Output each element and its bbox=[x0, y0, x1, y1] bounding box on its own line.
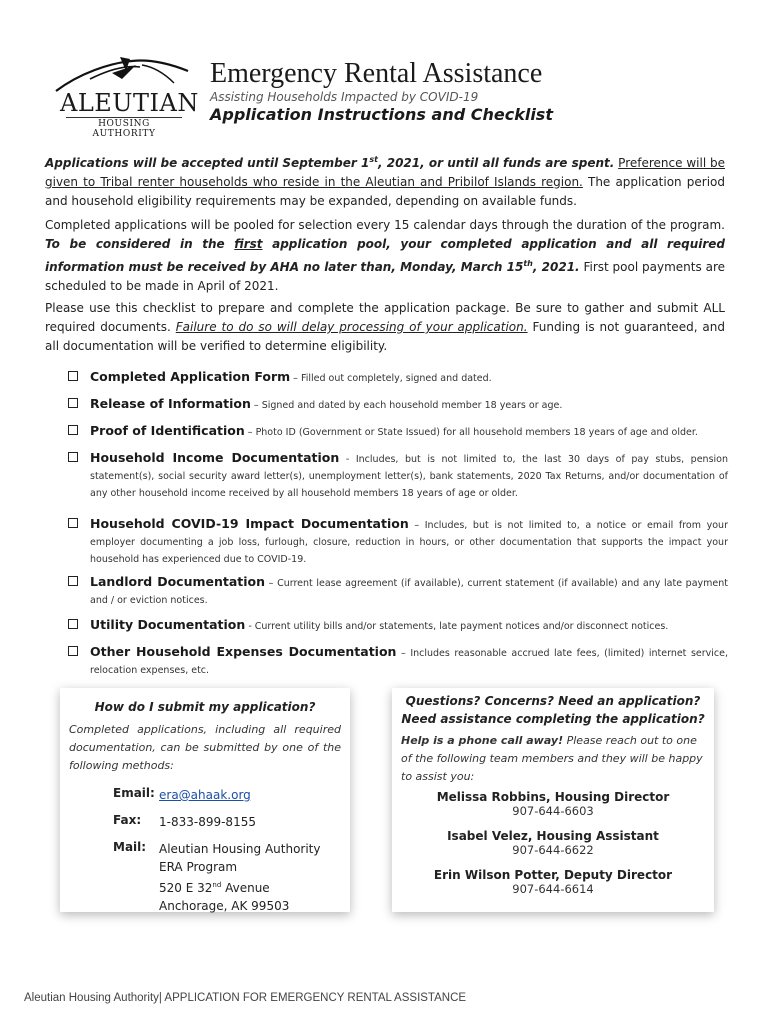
mail-row bbox=[113, 840, 343, 912]
page-title: Emergency Rental Assistance bbox=[210, 58, 543, 89]
checklist-item bbox=[68, 368, 728, 387]
help-heading-2: Need assistance completing the application? bbox=[401, 712, 705, 726]
preference-text: Preference will be given to Tribal renter households who reside in the Aleutian and Pribilof Islands region. bbox=[45, 156, 725, 189]
help-info-box bbox=[392, 688, 714, 912]
mail-line-2: ERA Program bbox=[159, 860, 238, 874]
march-sup: th bbox=[523, 259, 533, 268]
mail-line-3 bbox=[159, 876, 320, 897]
checklist-item bbox=[68, 449, 728, 502]
checklist-item-desc: Current lease agreement (if available), current statement (if available) and any late payment and / or eviction notices. bbox=[90, 578, 728, 606]
checkbox[interactable] bbox=[68, 425, 78, 435]
checklist-item bbox=[68, 616, 728, 635]
checklist-item-desc: Signed and dated by each household member 18 years or age. bbox=[261, 400, 563, 411]
payment-text: First pool payments are scheduled to be made in April of 2021. bbox=[45, 260, 726, 293]
contact-name: Isabel Velez, Housing Assistant bbox=[447, 829, 659, 843]
mail-line-1: Aleutian Housing Authority bbox=[159, 842, 321, 856]
help-bold: Help is a phone call away! bbox=[401, 734, 564, 747]
checklist-instructions: Please use this checklist to prepare and complete the application package. Be sure to gather and submit ALL required documents. bbox=[45, 301, 725, 334]
checkbox[interactable] bbox=[68, 576, 78, 586]
deadline-text-end: , 2021, or until all funds are spent. bbox=[377, 156, 615, 170]
separator: – bbox=[396, 648, 411, 659]
page-section-title: Application Instructions and Checklist bbox=[210, 105, 553, 124]
mail-label: Mail: bbox=[113, 840, 147, 854]
checklist-item-title: Household COVID-19 Impact Documentation bbox=[90, 516, 409, 531]
aha-logo bbox=[50, 55, 199, 139]
checklist-item-title: Proof of Identification bbox=[90, 423, 245, 438]
pool-text: Completed applications will be pooled for selection every 15 calendar days through the duration of the program. bbox=[45, 218, 725, 232]
checkbox[interactable] bbox=[68, 398, 78, 408]
checklist-item-desc: Includes, but is not limited to, a notice or email from your employer documenting a job loss, furlough, closure, reduction in hours, or other documentation that supports the impact your household has experienced due to COVID-19. bbox=[90, 520, 728, 565]
page-footer: Aleutian Housing Authority| APPLICATION FOR EMERGENCY RENTAL ASSISTANCE bbox=[24, 992, 467, 1004]
submit-info-box bbox=[60, 688, 350, 912]
eligibility-text: The application period and household eligibility requirements may be expanded, depending on available funds. bbox=[45, 175, 725, 208]
mail-street-end: Avenue bbox=[221, 881, 270, 895]
checklist-item-desc: Includes reasonable accrued late fees, (limited) internet service, relocation expenses, etc. bbox=[90, 648, 728, 676]
separator: – bbox=[290, 373, 301, 384]
mail-street: 520 E 32 bbox=[159, 881, 213, 895]
checklist-item bbox=[68, 515, 728, 568]
separator: - bbox=[245, 621, 255, 632]
separator: – bbox=[250, 400, 262, 411]
logo-wordmark: ALEUTIAN bbox=[60, 89, 199, 117]
first-pool-year: , 2021. bbox=[532, 260, 580, 274]
first-pool-text-cont: application pool, your completed application and all required information must be received by AHA no later than, Monday, March 15 bbox=[45, 237, 725, 274]
mail-street-sup: nd bbox=[212, 881, 222, 889]
separator: – bbox=[408, 520, 425, 531]
intro-paragraph-2 bbox=[45, 216, 725, 296]
page-subtitle: Assisting Households Impacted by COVID-19 bbox=[210, 90, 479, 104]
checkbox[interactable] bbox=[68, 619, 78, 629]
contact-phone: 907-644-6622 bbox=[512, 843, 594, 857]
checklist-item bbox=[68, 395, 728, 414]
separator: – bbox=[265, 578, 278, 589]
mail-line-4: Anchorage, AK 99503 bbox=[159, 899, 290, 913]
contact-phone: 907-644-6614 bbox=[512, 882, 594, 896]
checklist-item-title: Completed Application Form bbox=[90, 369, 291, 384]
contact-name: Melissa Robbins, Housing Director bbox=[436, 790, 670, 804]
submit-text: Completed applications, including all required documentation, can be submitted by one of the following methods: bbox=[69, 723, 341, 772]
email-link[interactable]: era@ahaak.org bbox=[159, 788, 251, 802]
fax-label: Fax: bbox=[113, 813, 142, 827]
intro-paragraph-3 bbox=[45, 299, 725, 356]
checklist-item-title: Other Household Expenses Documentation bbox=[90, 644, 397, 659]
first-word: first bbox=[234, 237, 263, 251]
help-text bbox=[401, 732, 707, 786]
checklist-item bbox=[68, 422, 728, 441]
checklist-item-title: Release of Information bbox=[90, 396, 251, 411]
contact-entry bbox=[392, 829, 714, 857]
deadline-text: Applications will be accepted until September 1 bbox=[45, 156, 370, 170]
contact-phone: 907-644-6603 bbox=[512, 804, 594, 818]
email-label: Email: bbox=[113, 786, 155, 800]
contact-entry bbox=[392, 790, 714, 818]
separator: – bbox=[244, 427, 256, 438]
checklist-item bbox=[68, 573, 728, 609]
checkbox[interactable] bbox=[68, 452, 78, 462]
checklist-item-title: Landlord Documentation bbox=[90, 574, 266, 589]
submit-heading: How do I submit my application? bbox=[94, 700, 316, 714]
checkbox[interactable] bbox=[68, 518, 78, 528]
fax-number: 1-833-899-8155 bbox=[159, 815, 256, 829]
fax-row bbox=[113, 813, 343, 833]
email-row bbox=[113, 786, 343, 806]
first-pool-text: To be considered in the bbox=[45, 237, 235, 251]
help-heading-1: Questions? Concerns? Need an application? bbox=[405, 694, 701, 708]
intro-paragraph-1 bbox=[45, 150, 725, 211]
contact-name: Erin Wilson Potter, Deputy Director bbox=[433, 868, 673, 882]
checklist-item bbox=[68, 643, 728, 679]
deadline-sup: st bbox=[369, 155, 378, 164]
help-desc: Please reach out to one of the following team members and they will be happy to assist you: bbox=[401, 734, 703, 783]
checklist-item-title: Household Income Documentation bbox=[90, 450, 340, 465]
checklist-item-title: Utility Documentation bbox=[90, 617, 246, 632]
checkbox[interactable] bbox=[68, 646, 78, 656]
mail-address bbox=[159, 840, 320, 915]
delay-warning: Failure to do so will delay processing of your application. bbox=[175, 320, 528, 334]
checklist-item-desc: Includes, but is not limited to, the last 30 days of pay stubs, pension statement(s), social security award letter(s), unemployment letter(s), bank statements, 2020 Tax Returns, and/or documentation of any other household income received by all household members 18 years of age or older. bbox=[90, 454, 728, 499]
checkbox[interactable] bbox=[68, 371, 78, 381]
funding-text: Funding is not guaranteed, and all documentation will be verified to determine eligibility. bbox=[45, 320, 725, 353]
checklist-item-desc: Current utility bills and/or statements, late payment notices and/or disconnect notices. bbox=[254, 621, 669, 632]
logo-subtext: HOUSING AUTHORITY bbox=[66, 117, 182, 139]
checklist-item-desc: Photo ID (Government or State Issued) for all household members 18 years of age and older. bbox=[255, 427, 698, 438]
separator: - bbox=[339, 454, 356, 465]
contact-entry bbox=[392, 868, 714, 896]
checklist-item-desc: Filled out completely, signed and dated. bbox=[300, 373, 492, 384]
